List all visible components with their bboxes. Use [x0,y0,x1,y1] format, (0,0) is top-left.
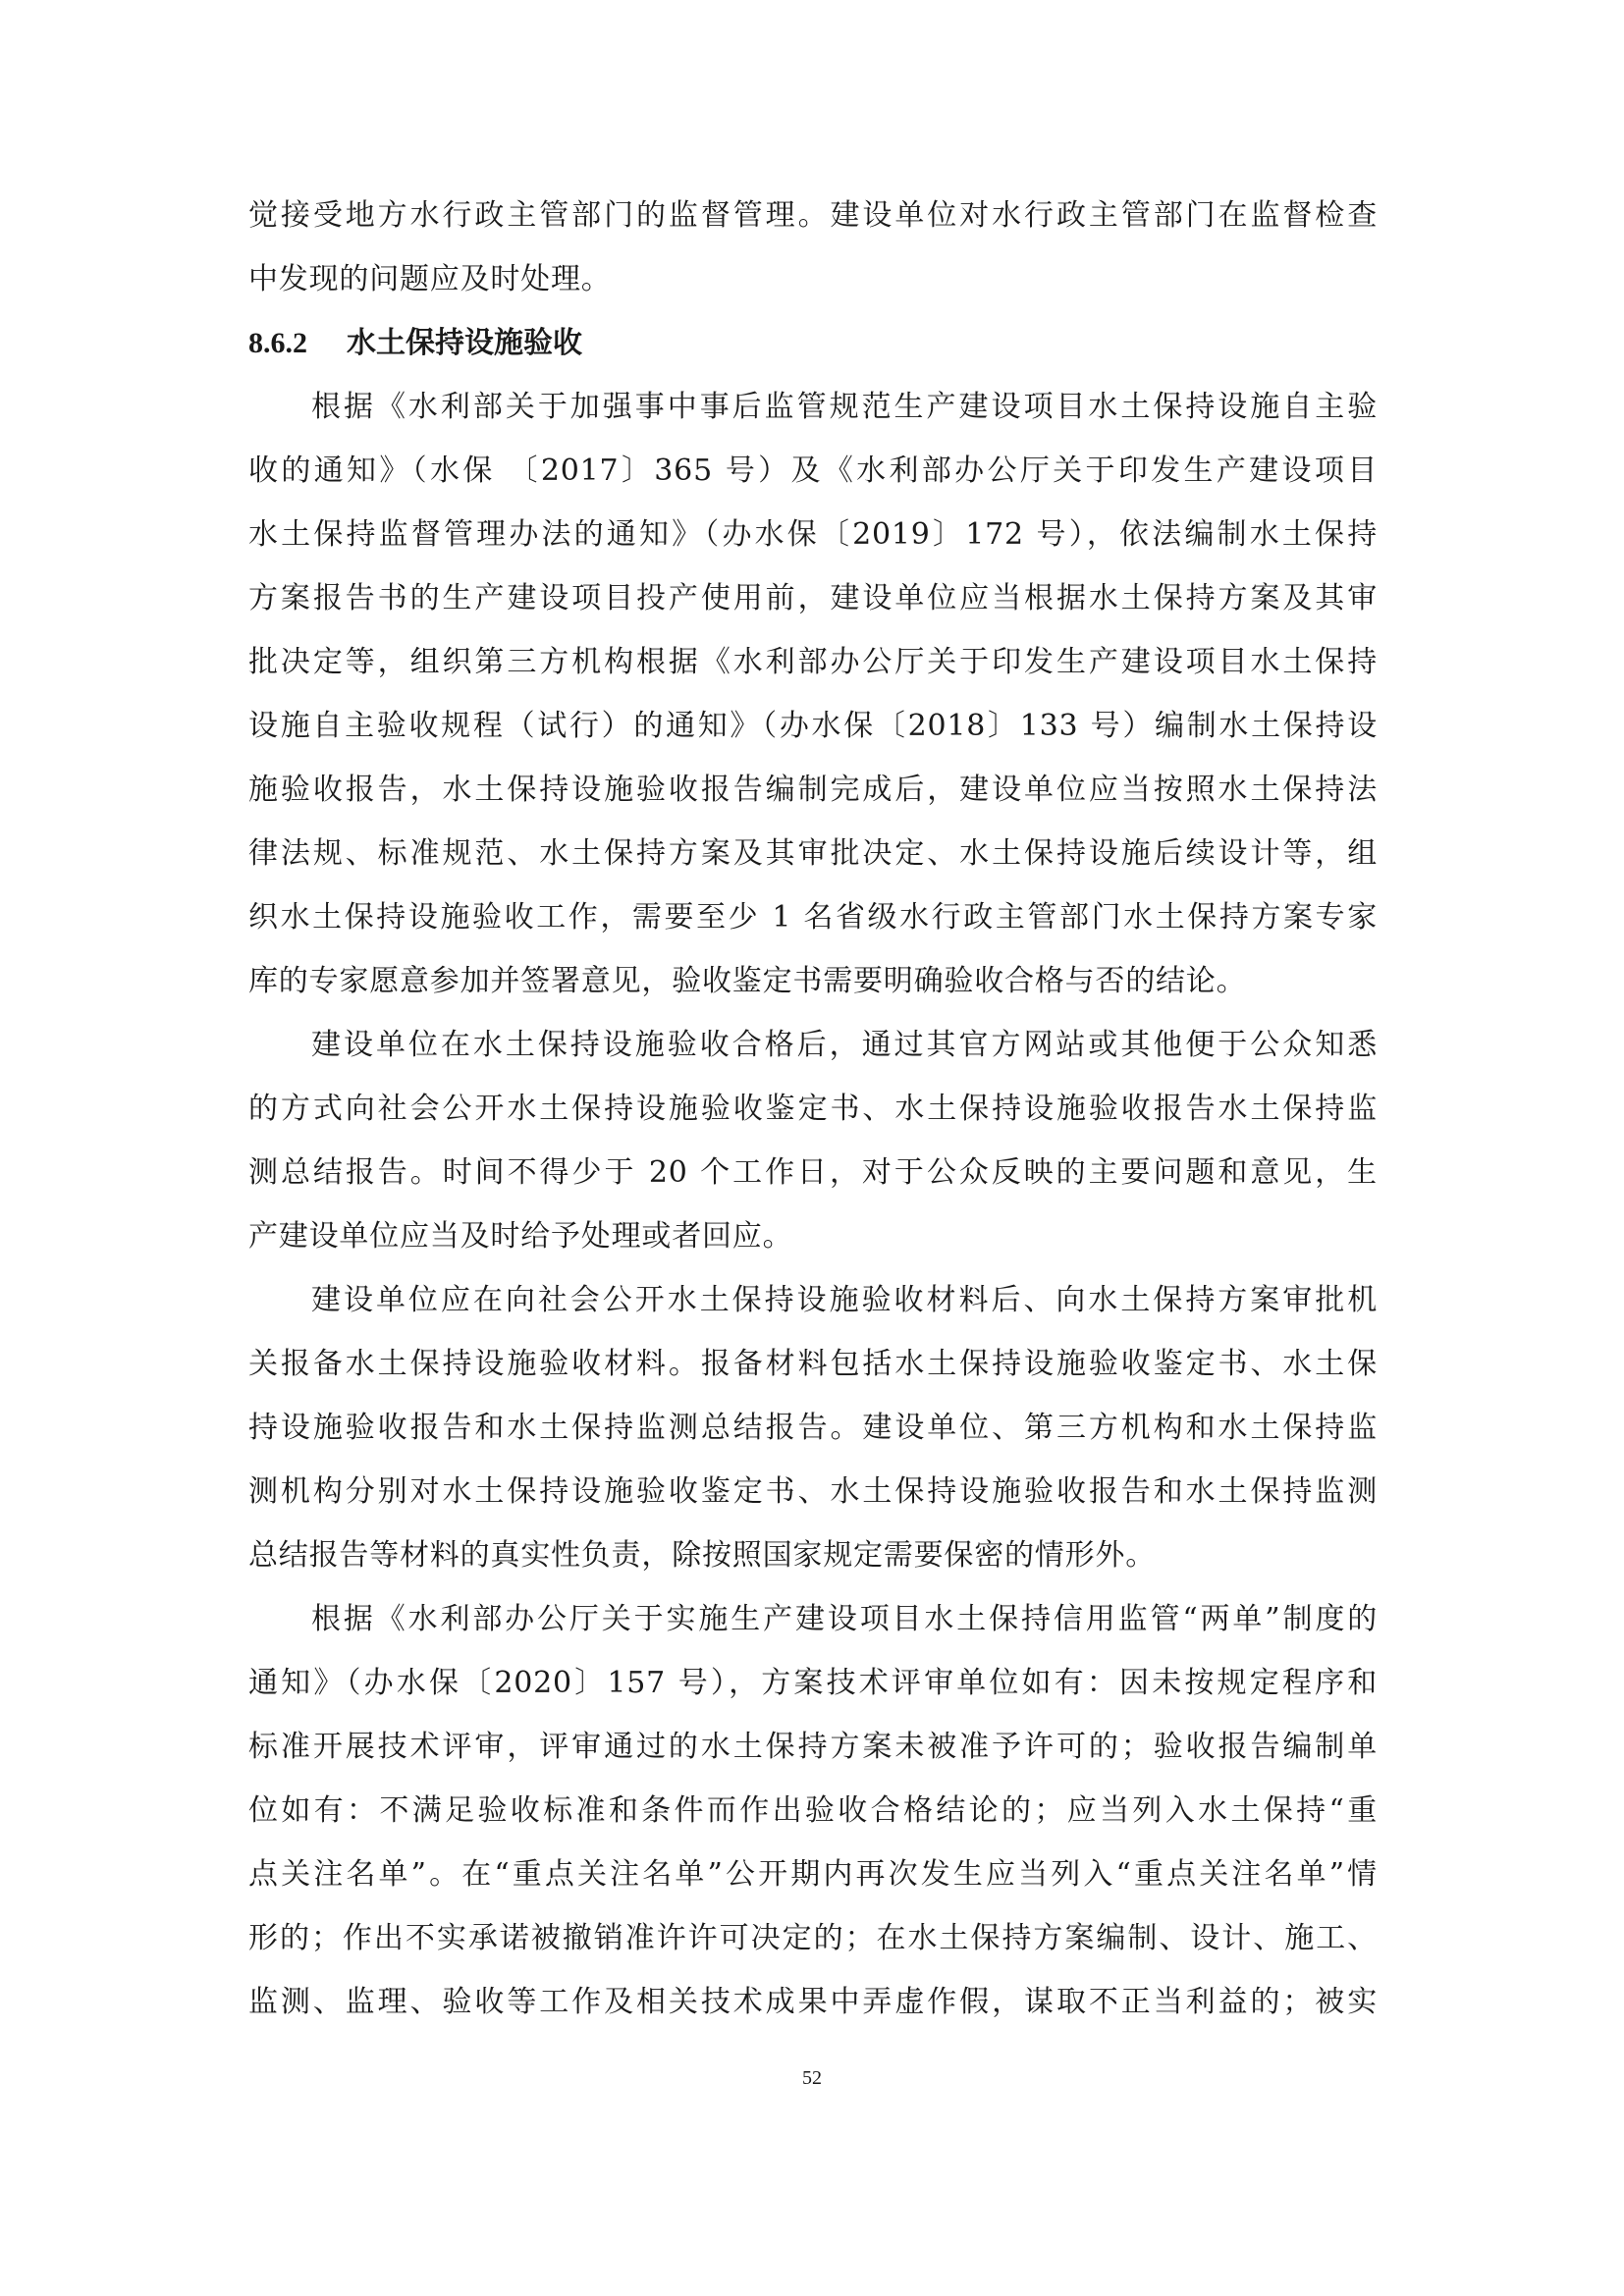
section-title: 水土保持设施验收 [347,326,582,360]
text-line: 批决定等，组织第三方机构根据《水利部办公厅关于印发生产建设项目水土保持 [248,645,1378,679]
paragraph [248,1268,1378,1587]
text-line: 位如有：不满足验收标准和条件而作出验收合格结论的；应当列入水土保持“重 [248,1793,1378,1828]
paragraph [248,1587,1378,2034]
text-line: 监测、监理、验收等工作及相关技术成果中弄虚作假，谋取不正当利益的；被实 [248,1985,1378,2019]
text-line: 测机构分别对水土保持设施验收鉴定书、水土保持设施验收报告和水土保持监测 [248,1474,1378,1509]
section-number: 8.6.2 [248,327,307,359]
text-line: 建设单位在水土保持设施验收合格后，通过其官方网站或其他便于公众知悉 [311,1028,1378,1062]
text-line: 收的通知》（水保 〔2017〕365 号）及《水利部办公厅关于印发生产建设项目 [248,454,1378,488]
text-line: 通知》（办水保〔2020〕157 号），方案技术评审单位如有：因未按规定程序和 [248,1666,1378,1700]
text-line: 方案报告书的生产建设项目投产使用前，建设单位应当根据水土保持方案及其审 [248,581,1378,615]
text-line: 持设施验收报告和水土保持监测总结报告。建设单位、第三方机构和水土保持监 [248,1411,1378,1445]
text-line: 总结报告等材料的真实性负责，除按照国家规定需要保密的情形外。 [248,1538,1156,1573]
text-line: 根据《水利部办公厅关于实施生产建设项目水土保持信用监管“两单”制度的 [311,1602,1378,1636]
text-line: 库的专家愿意参加并签署意见，验收鉴定书需要明确验收合格与否的结论。 [248,964,1247,998]
text-line: 形的；作出不实承诺被撤销准许许可决定的；在水土保持方案编制、设计、施工、 [248,1921,1378,1955]
text-line: 觉接受地方水行政主管部门的监督管理。建设单位对水行政主管部门在监督检查 [248,198,1378,233]
text-line: 施验收报告，水土保持设施验收报告编制完成后，建设单位应当按照水土保持法 [248,773,1378,807]
page-number: 52 [802,2067,822,2089]
text-line: 产建设单位应当及时给予处理或者回应。 [248,1219,793,1254]
text-line: 中发现的问题应及时处理。 [248,262,612,296]
text-line: 建设单位应在向社会公开水土保持设施验收材料后、向水土保持方案审批机 [311,1283,1378,1317]
text-line: 织水土保持设施验收工作，需要至少 1 名省级水行政主管部门水土保持方案专家 [248,900,1378,934]
text-line: 水土保持监督管理办法的通知》（办水保〔2019〕172 号），依法编制水土保持 [248,517,1378,552]
text-line: 的方式向社会公开水土保持设施验收鉴定书、水土保持设施验收报告水土保持监 [248,1092,1378,1126]
text-line: 设施自主验收规程（试行）的通知》（办水保〔2018〕133 号）编制水土保持设 [248,709,1378,743]
paragraph [248,375,1378,1013]
paragraph [248,1013,1378,1268]
text-line: 测总结报告。时间不得少于 20 个工作日，对于公众反映的主要问题和意见，生 [248,1155,1378,1190]
document-body [248,184,1378,2034]
text-line: 根据《水利部关于加强事中事后监管规范生产建设项目水土保持设施自主验 [311,390,1378,424]
text-line: 标准开展技术评审，评审通过的水土保持方案未被准予许可的；验收报告编制单 [248,1730,1378,1764]
text-line: 律法规、标准规范、水土保持方案及其审批决定、水土保持设施后续设计等，组 [248,836,1378,871]
section-heading [248,311,1378,375]
text-line: 关报备水土保持设施验收材料。报备材料包括水土保持设施验收鉴定书、水土保 [248,1347,1378,1381]
text-line: 点关注名单”。在“重点关注名单”公开期内再次发生应当列入“重点关注名单”情 [248,1857,1378,1892]
